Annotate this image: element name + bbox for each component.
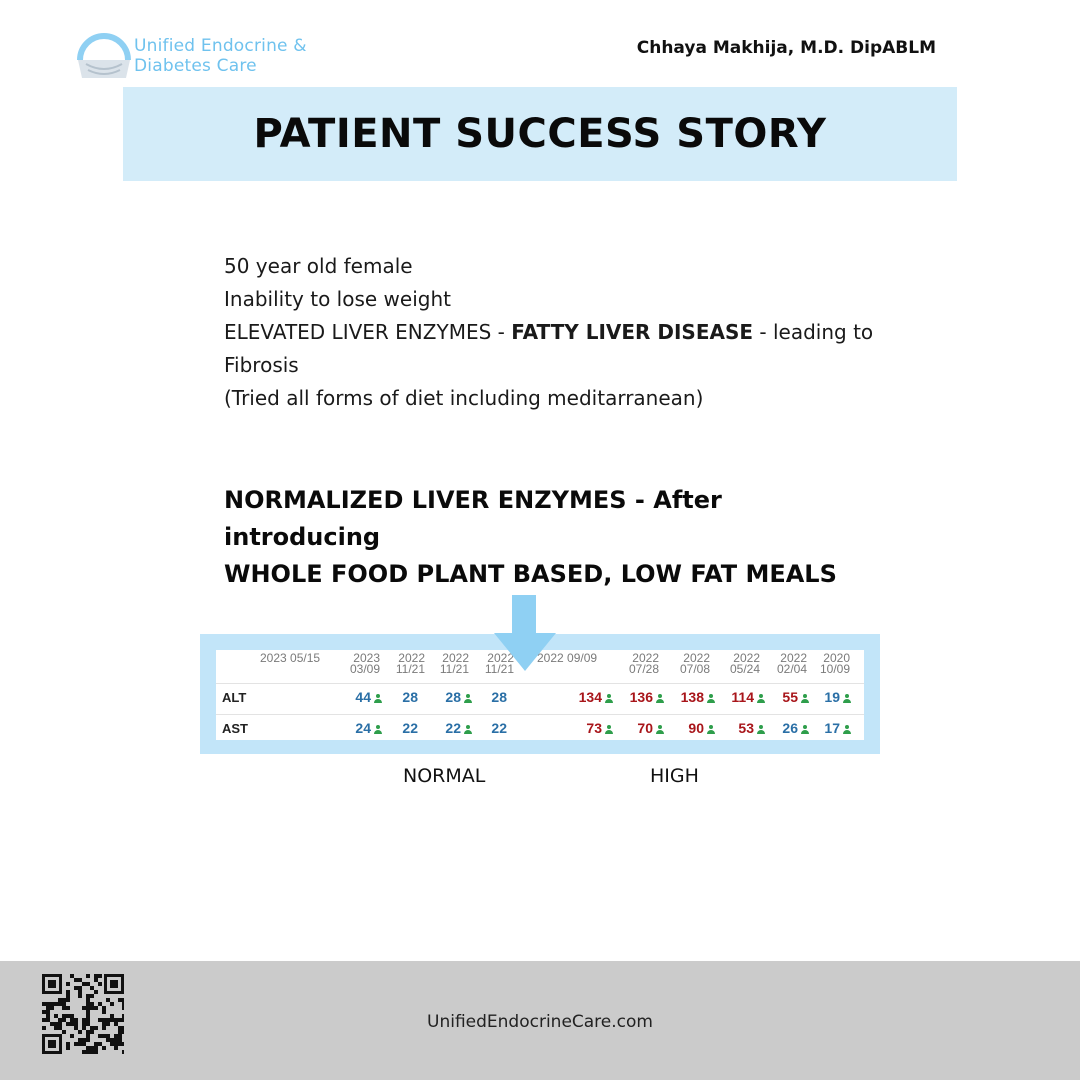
lab-value [491, 689, 507, 705]
lab-value-text: 73 [586, 720, 602, 736]
lab-column-date [350, 653, 380, 675]
lab-column-date [730, 653, 760, 675]
lab-column-date [820, 653, 850, 675]
person-icon [801, 725, 809, 734]
person-icon [801, 694, 809, 703]
lab-value [402, 720, 418, 736]
lab-column-date: 2023 05/15 [260, 651, 321, 665]
lab-column-date [396, 653, 425, 675]
person-icon [656, 725, 664, 734]
person-icon [464, 694, 472, 703]
result-headline [224, 482, 884, 593]
description-line: 50 year old female [224, 254, 413, 278]
lab-column-day: 11/21 [395, 662, 425, 676]
table-divider [216, 683, 864, 684]
lab-value [824, 689, 851, 705]
lab-column-day: 05/24 [729, 662, 760, 676]
lab-column-day: 11/21 [484, 662, 514, 676]
description-line: (Tried all forms of diet including meditarranean) [224, 386, 704, 410]
lab-column-year: 2022 [683, 651, 710, 665]
description-text: ELEVATED LIVER ENZYMES - [224, 320, 512, 344]
headline-line: NORMALIZED LIVER ENZYMES - After introducing [224, 486, 722, 551]
clinic-logo-icon [76, 20, 132, 80]
lab-column-year: 2022 [487, 651, 514, 665]
lab-value-text: 28 [445, 689, 461, 705]
person-icon [374, 725, 382, 734]
lab-value [637, 720, 664, 736]
arrow-down-icon [494, 595, 556, 673]
person-icon [707, 725, 715, 734]
lab-value [491, 720, 507, 736]
lab-value [688, 720, 715, 736]
lab-value-text: 28 [491, 689, 507, 705]
lab-value [586, 720, 613, 736]
description-line: Fibrosis [224, 353, 299, 377]
lab-column-day: 10/09 [819, 662, 850, 676]
lab-value-text: 26 [782, 720, 798, 736]
lab-column-year: 2022 [733, 651, 760, 665]
lab-value-text: 17 [824, 720, 840, 736]
person-icon [464, 725, 472, 734]
lab-value-text: 70 [637, 720, 653, 736]
lab-column-year: 2022 [780, 651, 807, 665]
lab-column-day: 03/09 [349, 662, 380, 676]
lab-column-date [777, 653, 807, 675]
lab-value [681, 689, 715, 705]
lab-value-text: 55 [782, 689, 798, 705]
lab-value-text: 136 [629, 689, 653, 705]
lab-column-day: 11/21 [439, 662, 469, 676]
lab-value-text: 28 [402, 689, 418, 705]
lab-value-text: 22 [445, 720, 461, 736]
lab-value [782, 720, 809, 736]
lab-value-text: 22 [402, 720, 418, 736]
patient-description [224, 250, 884, 415]
lab-value [738, 720, 765, 736]
description-emphasis: FATTY LIVER DISEASE [511, 320, 754, 344]
logo-text-line2: Diabetes Care [134, 56, 257, 76]
lab-row-label: AST [222, 721, 248, 736]
lab-value-text: 44 [355, 689, 371, 705]
lab-column-year: 2022 [632, 651, 659, 665]
lab-column-day: 07/28 [628, 662, 659, 676]
lab-value [355, 720, 382, 736]
lab-column-year: 2020 [823, 651, 850, 665]
lab-value [355, 689, 382, 705]
lab-value-text: 138 [680, 689, 704, 705]
lab-value-text: 134 [578, 689, 602, 705]
lab-value [402, 689, 418, 705]
website-link[interactable]: UnifiedEndocrineCare.com [427, 1012, 653, 1032]
lab-value-text: 90 [688, 720, 704, 736]
clinic-logo [76, 20, 326, 80]
page-title: PATIENT SUCCESS STORY [253, 111, 827, 157]
lab-value [579, 689, 613, 705]
lab-value [630, 689, 664, 705]
legend-normal: NORMAL [403, 765, 486, 787]
lab-value [824, 720, 851, 736]
lab-column-day: 07/08 [679, 662, 710, 676]
lab-column-date [440, 653, 469, 675]
lab-value-text: 53 [738, 720, 754, 736]
person-icon [843, 694, 851, 703]
doctor-name: Chhaya Makhija, M.D. DipABLM [636, 38, 936, 58]
person-icon [707, 694, 715, 703]
legend-high: HIGH [650, 765, 699, 787]
lab-column-year: 2022 [398, 651, 425, 665]
lab-column-year: 2023 [353, 651, 380, 665]
lab-value [782, 689, 809, 705]
lab-value-text: 22 [491, 720, 507, 736]
lab-value-text: 24 [355, 720, 371, 736]
table-divider [216, 714, 864, 715]
lab-value [445, 720, 472, 736]
lab-value-text: 114 [731, 689, 754, 705]
person-icon [605, 694, 613, 703]
person-icon [757, 725, 765, 734]
person-icon [656, 694, 664, 703]
person-icon [757, 694, 765, 703]
description-line [224, 316, 884, 349]
lab-column-date: 2022 09/09 [537, 651, 598, 665]
lab-row-label: ALT [222, 690, 247, 705]
person-icon [843, 725, 851, 734]
person-icon [374, 694, 382, 703]
lab-column-year: 2022 [442, 651, 469, 665]
lab-value [445, 689, 472, 705]
lab-column-date [629, 653, 659, 675]
headline-line: WHOLE FOOD PLANT BASED, LOW FAT MEALS [224, 560, 837, 588]
description-text: - leading to [753, 320, 874, 344]
lab-value [731, 689, 765, 705]
description-line: Inability to lose weight [224, 287, 451, 311]
logo-text-line1: Unified Endocrine & [134, 36, 307, 56]
lab-value-text: 19 [824, 689, 840, 705]
lab-column-day: 02/04 [776, 662, 807, 676]
title-banner [123, 87, 957, 181]
person-icon [605, 725, 613, 734]
lab-column-date [680, 653, 710, 675]
